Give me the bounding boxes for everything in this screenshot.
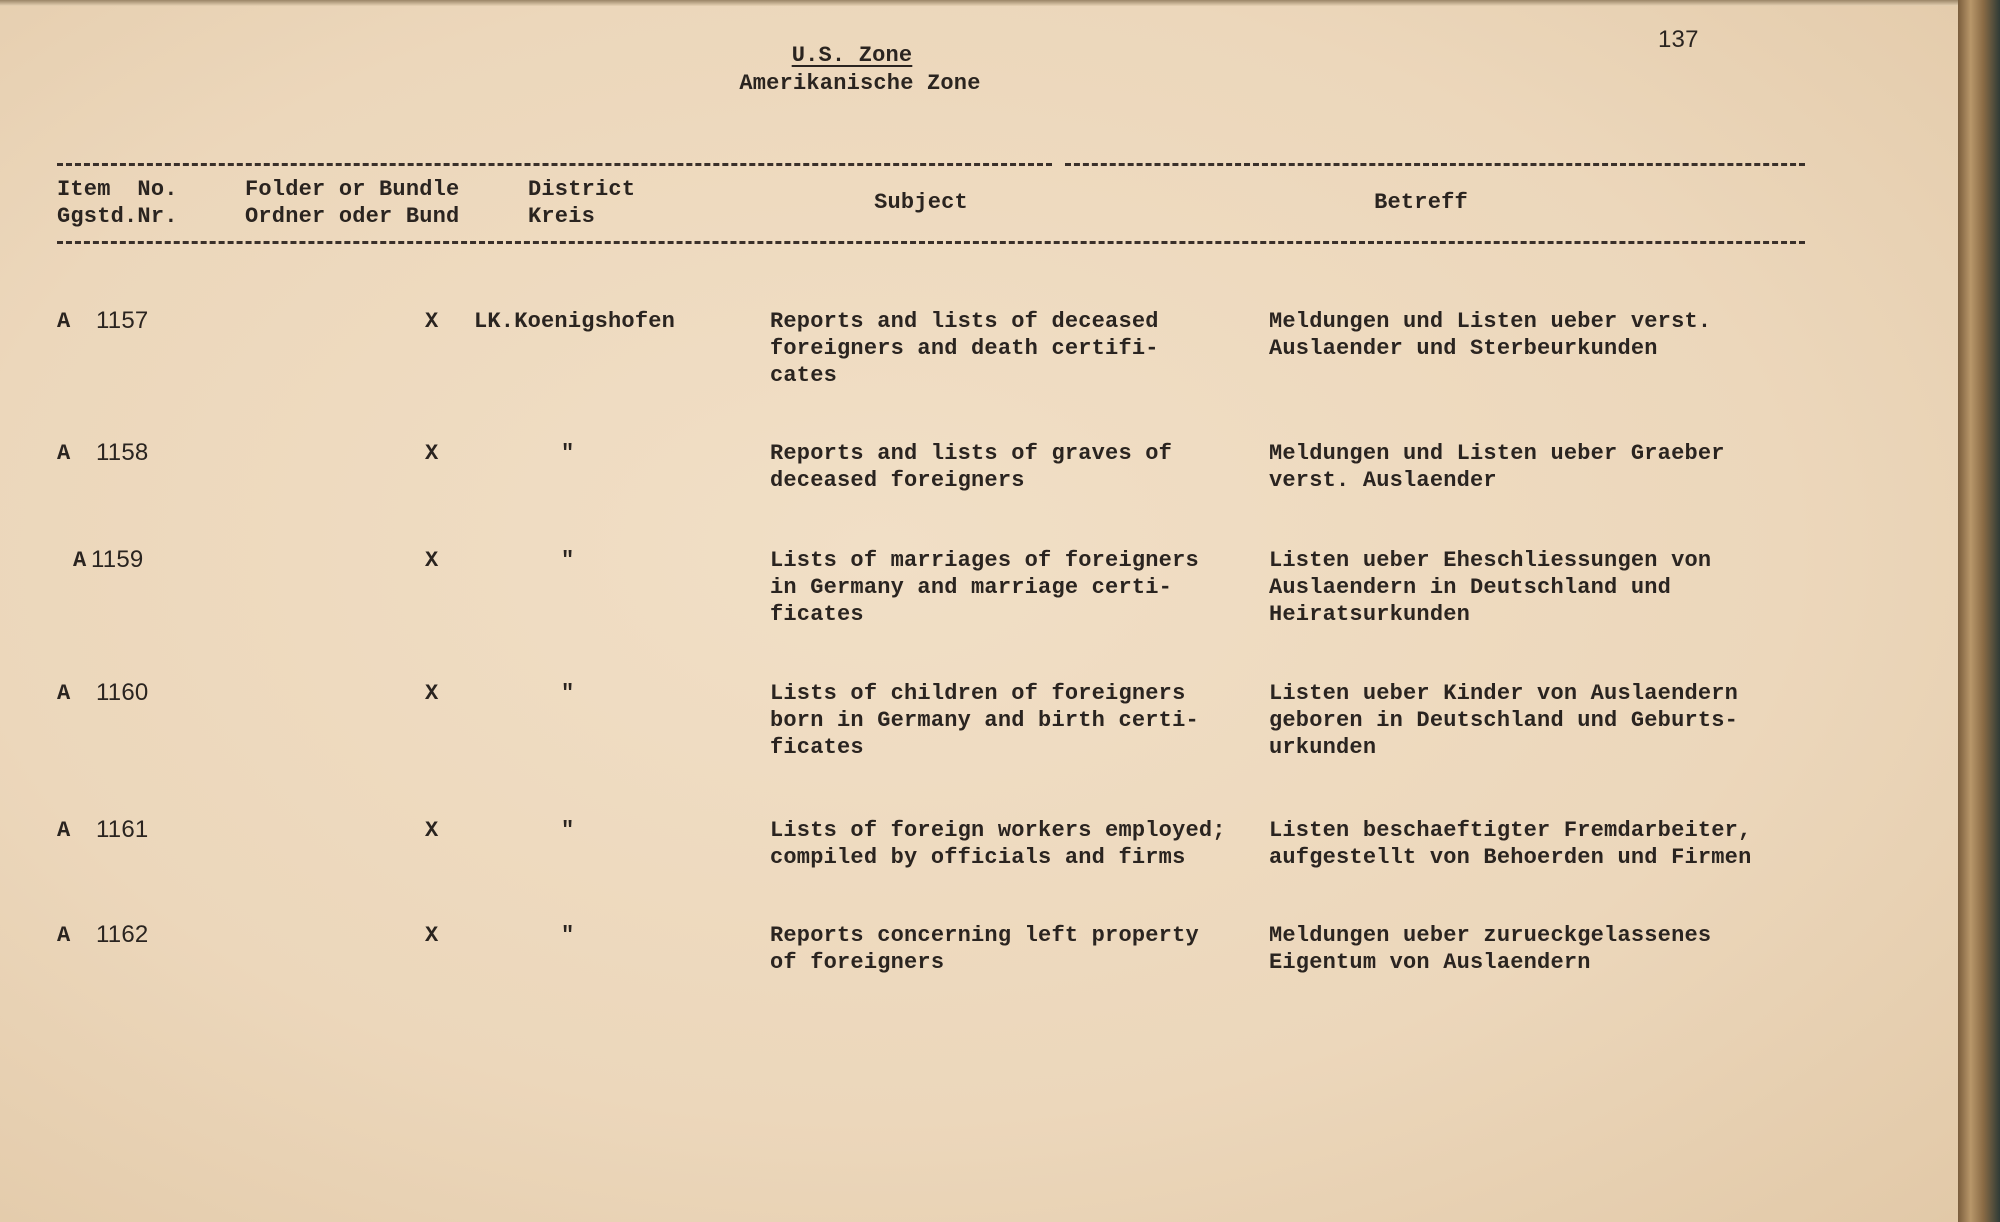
folder-mark: X <box>425 548 439 573</box>
item-prefix: A <box>57 441 71 466</box>
col-item-de: Ggstd.Nr. <box>57 204 178 229</box>
item-number: 1157 <box>96 307 149 334</box>
page-number: 137 <box>1658 26 1699 53</box>
zone-title-de: Amerikanische Zone <box>739 71 981 96</box>
district: " <box>561 681 575 706</box>
divider-top-right <box>1065 163 1805 166</box>
subject-line: Lists of foreign workers employed; <box>770 818 1226 843</box>
betreff-line: Auslaendern in Deutschland und <box>1269 575 1672 600</box>
item-prefix: A <box>57 923 71 948</box>
subject-line: Reports and lists of graves of <box>770 441 1173 466</box>
betreff-line: Listen ueber Kinder von Auslaendern <box>1269 681 1739 706</box>
subject-line: foreigners and death certifi- <box>770 336 1159 361</box>
district: " <box>561 441 575 466</box>
district: " <box>561 923 575 948</box>
subject-line: born in Germany and birth certi- <box>770 708 1199 733</box>
betreff-line: Meldungen ueber zurueckgelassenes <box>1269 923 1712 948</box>
subject-line: Reports and lists of deceased <box>770 309 1159 334</box>
col-district-de: Kreis <box>528 204 596 229</box>
district: " <box>561 548 575 573</box>
folder-mark: X <box>425 441 439 466</box>
betreff-line: verst. Auslaender <box>1269 468 1497 493</box>
subject-line: Lists of children of foreigners <box>770 681 1186 706</box>
item-prefix: A <box>57 309 71 334</box>
zone-title-en: U.S. Zone <box>791 43 913 68</box>
divider-top-left <box>57 163 1052 166</box>
betreff-line: Auslaender und Sterbeurkunden <box>1269 336 1658 361</box>
district: LK.Koenigshofen <box>474 309 676 334</box>
betreff-line: Heiratsurkunden <box>1269 602 1471 627</box>
item-number: 1162 <box>96 921 149 948</box>
betreff-line: aufgestellt von Behoerden und Firmen <box>1269 845 1752 870</box>
subject-line: deceased foreigners <box>770 468 1025 493</box>
betreff-line: Listen ueber Eheschliessungen von <box>1269 548 1712 573</box>
subject-line: compiled by officials and firms <box>770 845 1186 870</box>
betreff-line: urkunden <box>1269 735 1377 760</box>
subject-line: cates <box>770 363 838 388</box>
col-district-en: District <box>528 177 636 202</box>
item-prefix: A <box>57 818 71 843</box>
item-prefix: A <box>57 681 71 706</box>
subject-line: ficates <box>770 735 864 760</box>
district: " <box>561 818 575 843</box>
item-number: 1159 <box>91 546 144 573</box>
subject-line: of foreigners <box>770 950 945 975</box>
item-number: 1160 <box>96 679 149 706</box>
item-number: 1161 <box>96 816 149 843</box>
betreff-line: Eigentum von Auslaendern <box>1269 950 1591 975</box>
col-folder-en: Folder or Bundle <box>245 177 460 202</box>
col-subject: Subject <box>874 190 968 215</box>
col-item-en: Item No. <box>57 177 178 202</box>
item-prefix: A <box>73 548 87 573</box>
betreff-line: Meldungen und Listen ueber Graeber <box>1269 441 1725 466</box>
betreff-line: geboren in Deutschland und Geburts- <box>1269 708 1739 733</box>
col-betreff: Betreff <box>1374 190 1468 215</box>
folder-mark: X <box>425 309 439 334</box>
folder-mark: X <box>425 818 439 843</box>
page-top-edge <box>0 0 1958 6</box>
folder-mark: X <box>425 923 439 948</box>
betreff-line: Meldungen und Listen ueber verst. <box>1269 309 1712 334</box>
subject-line: Lists of marriages of foreigners <box>770 548 1199 573</box>
col-folder-de: Ordner oder Bund <box>245 204 460 229</box>
subject-line: ficates <box>770 602 864 627</box>
book-edge <box>1958 0 2000 1222</box>
folder-mark: X <box>425 681 439 706</box>
divider-header <box>57 241 1805 244</box>
subject-line: Reports concerning left property <box>770 923 1199 948</box>
betreff-line: Listen beschaeftigter Fremdarbeiter, <box>1269 818 1752 843</box>
subject-line: in Germany and marriage certi- <box>770 575 1173 600</box>
item-number: 1158 <box>96 439 149 466</box>
